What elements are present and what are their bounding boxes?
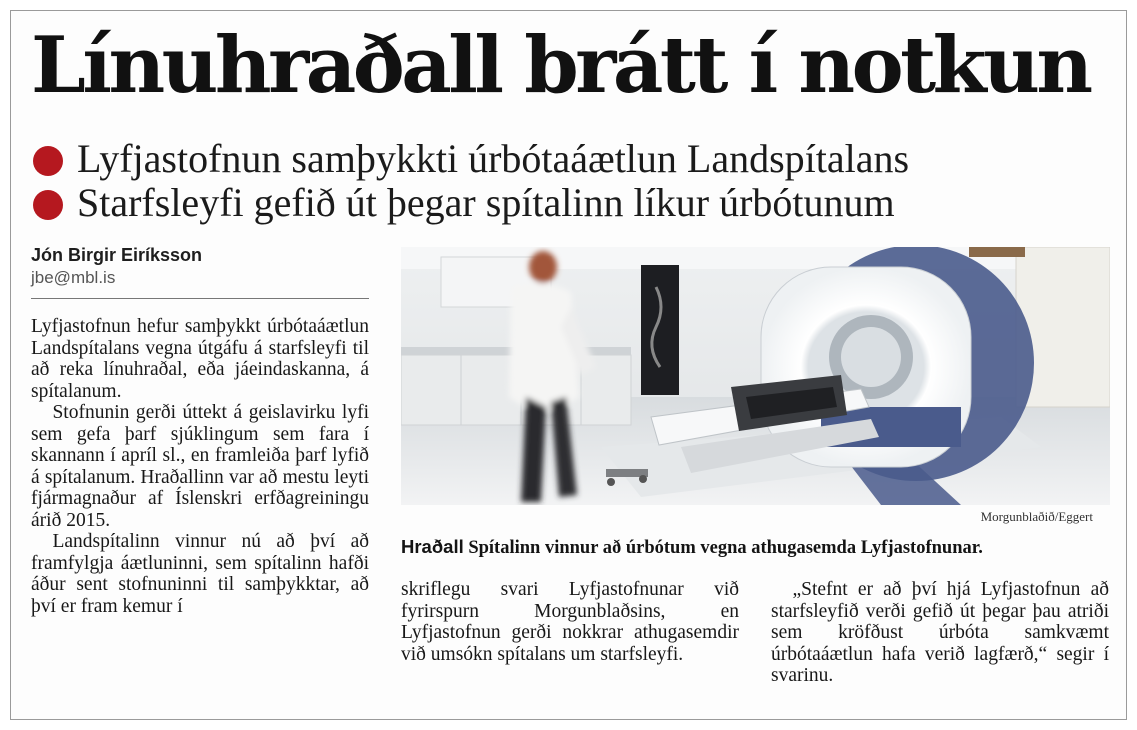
red-bullet-icon	[33, 146, 63, 176]
paragraph: Landspítalinn vinnur nú að því að framfylgja áætluninni, sem spítalinn hafði áður sent stofnuninni til samþykktar, að því er fram kemur í	[31, 531, 369, 617]
paragraph: Lyfjastofnun hefur samþykkt úrbótaáætlun Landspítalans vegna útgáfu á starfsleyfi til að reka línuhraðal, eða jáeindaskanna, á spítalanum.	[31, 316, 369, 402]
subheadline-text: Lyfjastofnun samþykkti úrbótaáætlun Landspítalans	[77, 136, 910, 181]
paragraph: „Stefnt er að því hjá Lyfjastofnun að starfsleyfið verði gefið út þegar þau atriði sem kröfðust úrbóta samkvæmt úrbótaáætlun hafa verið lagfærð,“ segir í svarinu.	[771, 579, 1109, 686]
author-email: jbe@mbl.is	[31, 268, 116, 287]
paragraph: skriflegu svari Lyfjastofnunar við fyrirspurn Morgunblaðsins, en Lyfjastofnun gerði nokkrar athugasemdir við umsókn spítalans um starfsleyfi.	[401, 579, 739, 665]
headline: Línuhraðall brátt í notkun	[31, 20, 1090, 111]
photo-credit: Morgunblaðið/Eggert	[980, 509, 1093, 524]
caption-lead: Hraðall	[401, 536, 464, 557]
body-column-2	[401, 579, 739, 665]
photo-caption	[401, 535, 1110, 560]
photo-illustration	[401, 247, 1110, 505]
author-name: Jón Birgir Eiríksson	[31, 245, 203, 265]
photo-ct-scanner-room	[401, 247, 1110, 505]
subheadline-text: Starfsleyfi gefið út þegar spítalinn líkur úrbótunum	[77, 180, 895, 225]
byline	[31, 243, 369, 289]
body-column-3	[771, 579, 1109, 687]
subheadline-1	[33, 137, 909, 181]
subheadline-list	[33, 137, 909, 225]
subheadline-2	[33, 181, 909, 225]
red-bullet-icon	[33, 190, 63, 220]
newspaper-clipping	[10, 10, 1127, 720]
caption-text: Spítalinn vinnur að úrbótum vegna athugasemda Lyfjastofnunar.	[463, 538, 983, 558]
paragraph: Stofnunin gerði úttekt á geislavirku lyfi sem gefa þarf sjúklingum sem fara í skannann í apríl sl., en framleiða þarf lyfið á spítalanum. Hraðallinn var að mestu leyti fjármagnaður af Íslenskri erfðagreiningu árið 2015.	[31, 402, 369, 531]
byline-divider	[31, 298, 369, 299]
body-column-1	[31, 316, 369, 617]
